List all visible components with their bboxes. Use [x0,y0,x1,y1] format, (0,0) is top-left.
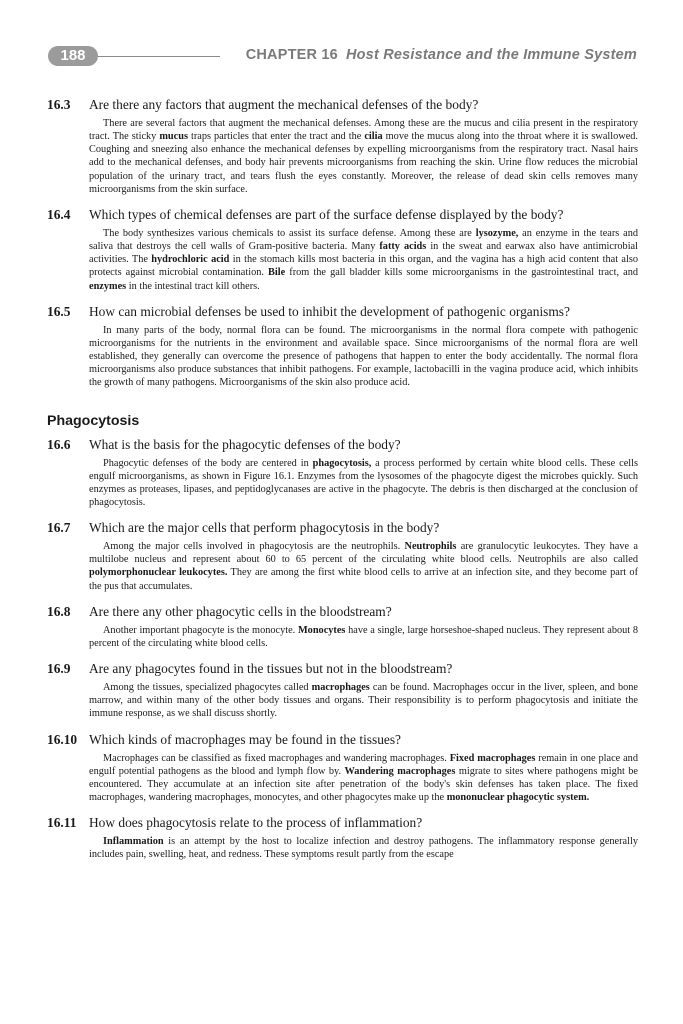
question [47,660,638,677]
question-text: Are there any factors that augment the mechanical defenses of the body? [89,97,479,112]
header-rule [98,56,220,57]
answer-term: macrophages [311,682,370,694]
answer-term: hydrochloric acid [151,254,230,266]
answer [89,457,638,510]
question-block [47,603,638,650]
answer-text: in the intestinal tract kill others. [126,280,260,292]
question-block [47,96,638,196]
question-text: How does phagocytosis relate to the process of inflammation? [89,815,423,831]
question-block [47,519,638,593]
answer-text: remain in one place and engulf potential pathogens as the blood and lymph flow by. [89,752,638,777]
question [47,303,638,320]
answer-paragraph [89,624,638,650]
question-block [47,731,638,805]
answer-text: in the sweat and earwax also have antimicrobial activities. The [89,241,638,266]
answer-text: Among the major cells involved in phagocytosis are the neutrophils. [103,541,405,553]
answer [89,117,638,196]
section-heading: Phagocytosis [47,412,140,429]
answer-term: Fixed macrophages [449,752,536,764]
answer-text: There are several factors that augment the mechanical defenses. Among these are the mucus and cilia present in the respiratory tract. The sticky [89,118,638,143]
question [47,519,638,536]
answer-text: move the mucus along into the throat where it is swallowed. Coughing and sneezing also enhance the mechanical defenses by expelling microorganisms from the respiratory tract. Nasal hairs add to the mechanical defenses, and body hair prevents microorganisms from reaching the skin. Urine flow reduces the microbial population of the urinary tract, and tears flush the eyes constantly. Moreover, the release of dead skin cells removes many microorganisms from the skin surface. [89,131,638,195]
answer-text: The body synthesizes various chemicals to assist its surface defense. Among these are [103,227,476,239]
answer-term: Wandering macrophages [344,765,456,777]
question [47,731,638,748]
answer-term: mucus [159,131,188,143]
question-block [47,206,638,293]
answer-text: are granulocytic leukocytes. They have a multilobe nucleus and represent about 60 to 65 percent of the circulating white blood cells. Neutrophils are also called [89,541,638,566]
answer-text: have a single, large horseshoe-shaped nucleus. They represent about 8 percent of the circulating white blood cells. [89,624,638,649]
page-content [47,96,638,871]
answer [89,681,638,720]
chapter-title: Host Resistance and the Immune System [345,47,637,63]
qa-list-bottom [47,436,638,862]
question-number: 16.3 [47,97,71,112]
question-block [47,436,638,510]
question-block [47,660,638,720]
answer-term: fatty acids [379,241,427,253]
question-block [47,814,638,861]
answer-paragraph [89,752,638,805]
answer-text: In many parts of the body, normal flora can be found. The microorganisms in the normal flora compete with pathogenic microorganisms for the nutrients in the environment and available space. Since microorganisms of the normal flora are well established, they generally can overcome the presence of pathogens that happen to enter the body accidentally. The normal flora microorganisms also produce substances that inhibit pathogens. For example, lactobacilli in the vagina produce acid, which inhibits the growth of many pathogens. Microorganisms of the skin also produce acid. [89,324,638,389]
question-number: 16.11 [47,815,77,831]
question-text: What is the basis for the phagocytic defenses of the body? [89,436,401,452]
question [47,96,638,113]
answer [89,227,638,293]
answer-term: cilia [364,131,383,143]
answer-term: Monocytes [297,624,346,636]
answer-text: an enzyme in the tears and saliva that destroys the cell walls of Gram-positive bacteria. Many [89,227,639,253]
question-number: 16.6 [47,436,71,452]
running-header [46,46,637,68]
question-number: 16.8 [47,603,71,619]
question-text: Which types of chemical defenses are part of the surface defense displayed by the body? [89,206,564,222]
answer-term: lysozyme, [475,227,519,239]
answer-paragraph [89,681,638,720]
answer-paragraph [89,324,638,390]
answer-text: Among the tissues, specialized phagocytes called [103,682,312,694]
answer-text: Another important phagocyte is the monocyte. [103,624,298,636]
answer [89,624,638,650]
answer-text: a process performed by certain white blood cells. These cells engulf microorganisms, as shown in Figure 16.1. Enzymes from the lysosomes of the phagocyte digest the microbes quickly. Such enzymes as proteases, lipases, and peptidoglycanases are active in the phagocyte. The debris is then discharged at the conclusion of phagocytosis. [89,457,638,508]
answer-term: mononuclear phagocytic system. [446,792,590,803]
question [47,603,638,620]
answer-text: traps particles that enter the tract and the [187,131,365,143]
question [47,206,638,223]
answer-text: migrate to sites where pathogens might be encountered. They accumulate at an infection site after penetration of the body's skin defenses has taken place. The fixed macrophages, wandering macrophages, monocytes, and other phagocytes make up the [89,765,639,803]
question-text: How can microbial defenses be used to inhibit the development of pathogenic organisms? [89,303,570,319]
answer-text: from the gall bladder kills some microorganisms in the gastrointestinal tract, and [285,267,639,279]
answer-text: Macrophages can be classified as fixed macrophages and wandering macrophages. [103,752,450,764]
answer-text: They are among the first white blood cells to arrive at an infection site, and they become part of the pus that accumulates. [89,567,638,592]
question-number: 16.10 [47,731,78,747]
answer-term: Neutrophils [404,541,457,553]
question-block [47,303,638,390]
page-number-badge: 188 [48,46,98,66]
answer-term: enzymes [89,280,127,292]
question-number: 16.4 [47,206,71,222]
answer [89,835,638,861]
question-number: 16.9 [47,661,71,677]
answer-text: can be found. Macrophages occur in the liver, spleen, and bone marrow, and within many of the other body tissues and organs. Their responsibility is to perform phagocytosis and initiate the immune response, as we shall discuss shortly. [89,682,639,720]
question [47,436,638,453]
question-number: 16.7 [47,520,71,536]
answer-term: Bile [268,267,286,279]
chapter-heading [246,47,637,63]
answer-term: phagocytosis, [312,457,372,469]
answer [89,540,638,593]
question-text: Are any phagocytes found in the tissues but not in the bloodstream? [89,661,453,677]
answer-paragraph [89,540,638,593]
question-text: Are there any other phagocytic cells in the bloodstream? [89,603,392,619]
question [47,814,638,831]
question-number: 16.5 [47,303,71,319]
question-text: Which kinds of macrophages may be found in the tissues? [89,731,401,747]
answer-paragraph [89,457,638,510]
chapter-label: CHAPTER 16 [245,47,338,63]
answer-paragraph [89,227,638,293]
answer-text: Phagocytic defenses of the body are centered in [103,457,313,469]
answer-text: in the stomach kills most bacteria in this organ, and the vagina has a high acid content that also protects against microbial contamination. [89,254,639,279]
answer-paragraph [89,835,638,861]
answer-paragraph [89,117,638,196]
qa-list-top [47,96,638,390]
question-text: Which are the major cells that perform phagocytosis in the body? [89,520,440,536]
answer-text: is an attempt by the host to localize infection and destroy pathogens. The inflammatory response generally includes pain, swelling, heat, and redness. These symptoms result partly from the escape [89,836,638,861]
answer [89,752,638,805]
answer-term: polymorphonuclear leukocytes. [89,567,228,579]
answer [89,324,638,390]
answer-term: Inflammation [103,836,164,848]
